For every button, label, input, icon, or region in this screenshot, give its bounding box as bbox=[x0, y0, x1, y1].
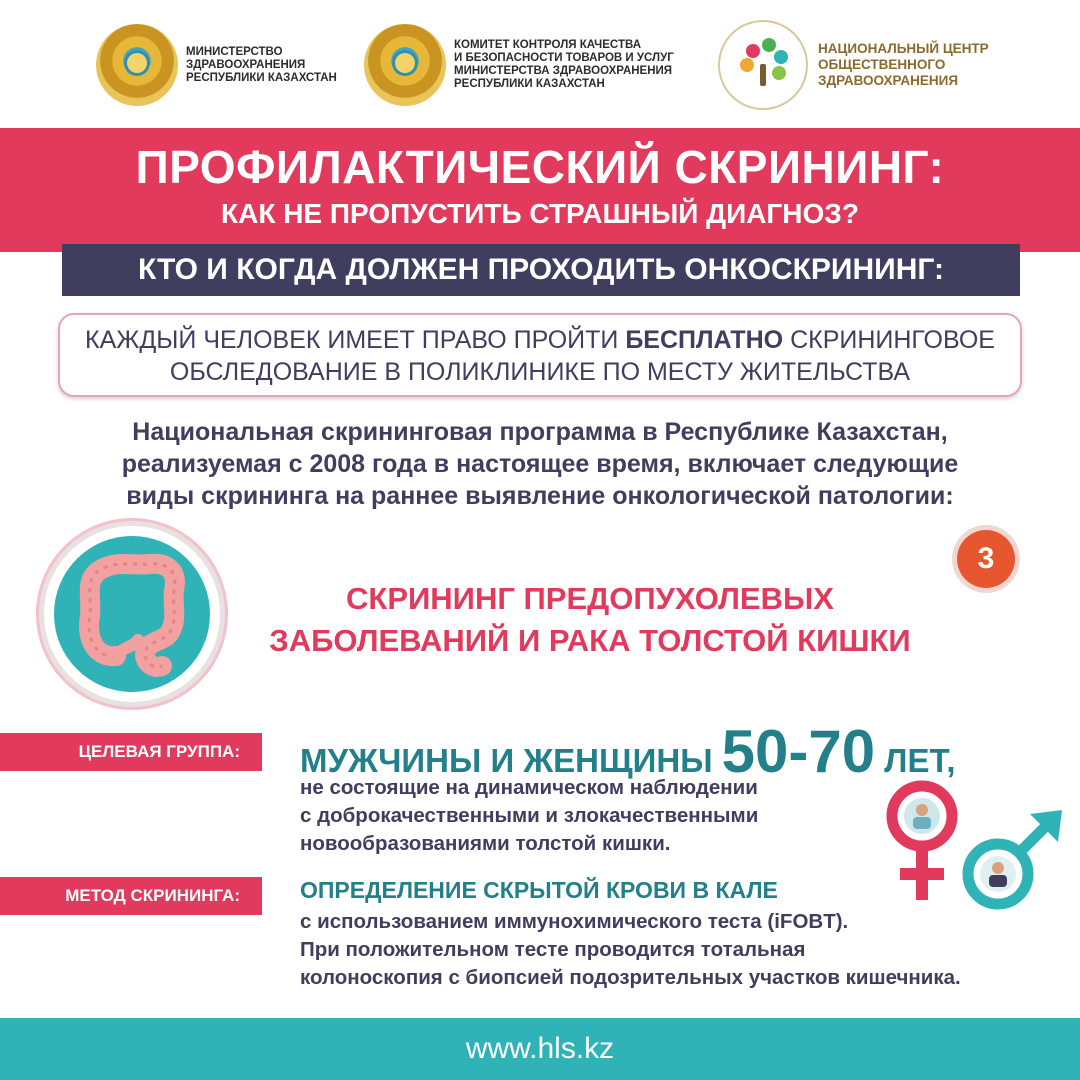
target-group-details: не состоящие на динамическом наблюдении с доброкачественными и злокачественными новообразованиями толстой кишки. bbox=[300, 776, 759, 855]
target-group-label: ЦЕЛЕВАЯ ГРУППА: bbox=[0, 733, 262, 771]
hls-logo-block bbox=[718, 20, 989, 110]
page-title: ПРОФИЛАКТИЧЕСКИЙ СКРИНИНГ: bbox=[135, 141, 945, 193]
committee-logo-block bbox=[364, 20, 674, 110]
who-when-heading: КТО И КОГДА ДОЛЖЕН ПРОХОДИТЬ ОНКОСКРИНИНГ: bbox=[62, 244, 1020, 296]
female-symbol-icon bbox=[892, 786, 952, 900]
kazakhstan-emblem-icon bbox=[364, 24, 446, 106]
page-subtitle: КАК НЕ ПРОПУСТИТЬ СТРАШНЫЙ ДИАГНОЗ? bbox=[221, 198, 859, 229]
hls-name: НАЦИОНАЛЬНЫЙ ЦЕНТР ОБЩЕСТВЕННОГО ЗДРАВООХРАНЕНИЯ bbox=[818, 41, 989, 88]
ministry-name: МИНИСТЕРСТВО ЗДРАВООХРАНЕНИЯ РЕСПУБЛИКИ КАЗАХСТАН bbox=[186, 45, 337, 84]
tree-logo-icon bbox=[718, 20, 808, 110]
colon-illustration bbox=[44, 526, 220, 702]
kazakhstan-emblem-icon bbox=[96, 24, 178, 106]
website-link[interactable]: www.hls.kz bbox=[465, 1032, 615, 1065]
age-range: 50-70 bbox=[721, 718, 876, 785]
male-symbol-icon bbox=[968, 810, 1062, 904]
colon-icon bbox=[54, 536, 210, 692]
ministry-logo-block bbox=[96, 20, 337, 110]
gender-symbols bbox=[880, 770, 1070, 920]
screening-title: СКРИНИНГ ПРЕДОПУХОЛЕВЫХ ЗАБОЛЕВАНИЙ И РАКА ТОЛСТОЙ КИШКИ bbox=[269, 581, 911, 658]
committee-name: КОМИТЕТ КОНТРОЛЯ КАЧЕСТВА И БЕЗОПАСНОСТИ ТОВАРОВ И УСЛУГ МИНИСТЕРСТВА ЗДРАВООХРАНЕНИЯ РЕСПУБЛИКИ КАЗАХСТАН bbox=[454, 39, 674, 90]
program-description: Национальная скрининговая программа в Республике Казахстан, реализуемая с 2008 года в настоящее время, включает следующие виды скрининга на раннее выявление онкологической патологии: bbox=[121, 418, 959, 510]
target-group-heading: МУЖЧИНЫ И ЖЕНЩИНЫ 50-70 ЛЕТ, bbox=[300, 718, 956, 785]
screening-method-details: с использованием иммунохимического теста (iFOBT). При положительном тесте проводится тотальная колоноскопия с биопсией подозрительных участков кишечника. bbox=[300, 910, 961, 989]
screening-method-label: МЕТОД СКРИНИНГА: bbox=[0, 877, 262, 915]
screening-method-heading: ОПРЕДЕЛЕНИЕ СКРЫТОЙ КРОВИ В КАЛЕ bbox=[300, 877, 778, 903]
screening-number-badge: 3 bbox=[957, 530, 1015, 588]
website-footer bbox=[0, 1018, 1080, 1080]
free-screening-notice: КАЖДЫЙ ЧЕЛОВЕК ИМЕЕТ ПРАВО ПРОЙТИ БЕСПЛАТНО СКРИНИНГОВОЕ ОБСЛЕДОВАНИЕ В ПОЛИКЛИНИКЕ ПО МЕСТУ ЖИТЕЛЬСТВА bbox=[58, 313, 1022, 397]
